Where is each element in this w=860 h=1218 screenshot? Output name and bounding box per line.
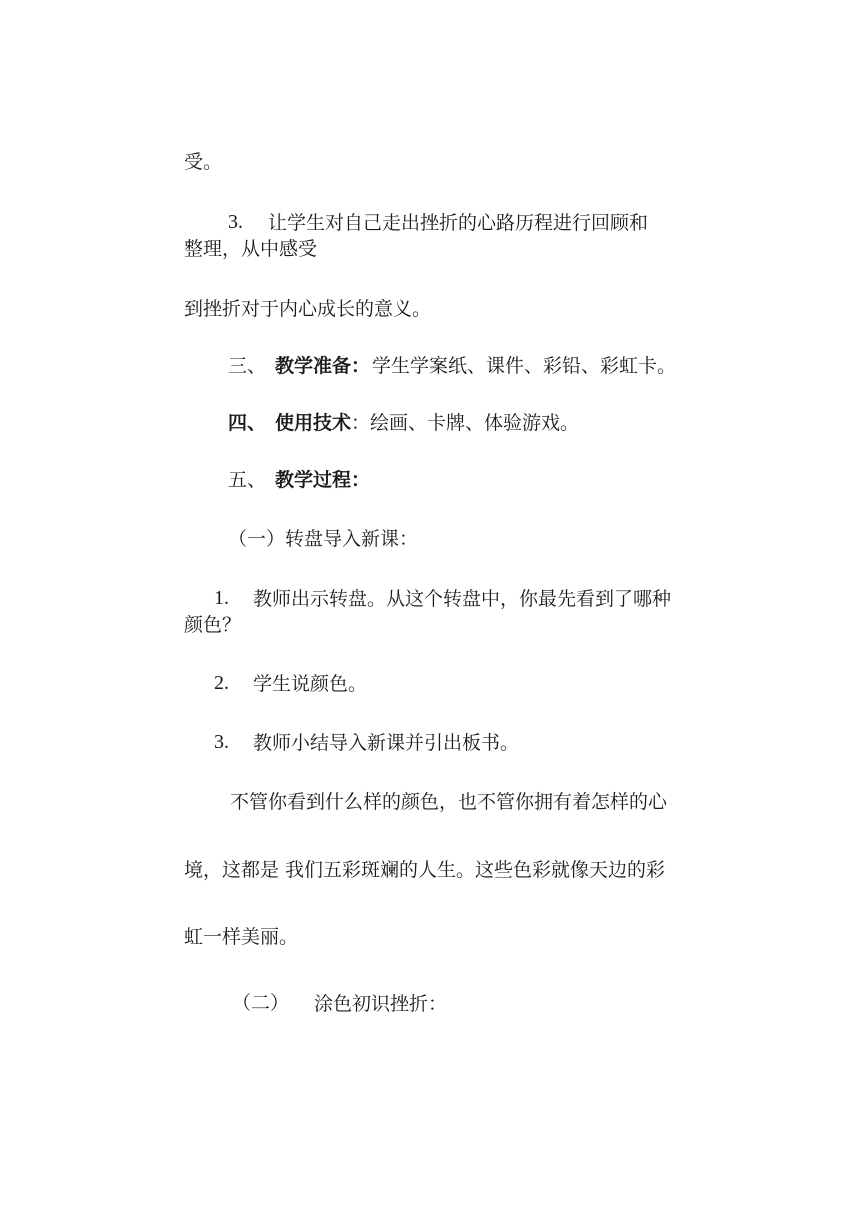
list-number: 2. xyxy=(214,672,229,694)
section-text: ：绘画、卡牌、体验游戏。 xyxy=(351,412,580,434)
paragraph-line: 不管你看到什么样的颜色，也不管你拥有着怎样的心 xyxy=(230,791,668,813)
subsection-marker: （二） xyxy=(232,992,290,1014)
section-label: 使用技术 xyxy=(275,412,352,434)
section-marker: 三、 xyxy=(228,355,267,377)
section-label: 教学准备： xyxy=(275,355,371,377)
list-item-text: 让学生对自己走出挫折的心路历程进行回顾和 xyxy=(268,212,649,234)
list-number: 1. xyxy=(214,587,229,609)
paragraph-line: 到挫折对于内心成长的意义。 xyxy=(184,298,432,320)
paragraph-line: 整理，从中感受 xyxy=(184,238,318,260)
paragraph-line: 颜色？ xyxy=(184,614,242,636)
paragraph-line: 境，这都是 我们五彩斑斓的人生。这些色彩就像天边的彩 xyxy=(184,859,666,881)
subsection-heading: （一）转盘导入新课： xyxy=(228,528,419,550)
section-text: 学生学案纸、课件、彩铅、彩虹卡。 xyxy=(372,355,677,377)
list-item-text: 教师出示转盘。从这个转盘中，你最先看到了哪种 xyxy=(253,588,672,610)
paragraph-line: 虹一样美丽。 xyxy=(184,926,299,948)
paragraph-line: 受。 xyxy=(184,151,223,173)
list-item-text: 学生说颜色。 xyxy=(253,673,368,695)
list-item-text: 教师小结导入新课并引出板书。 xyxy=(253,732,520,754)
section-marker: 五、 xyxy=(228,469,267,491)
section-marker: 四、 xyxy=(228,412,267,434)
list-number: 3. xyxy=(214,731,229,753)
subsection-heading: 涂色初识挫折： xyxy=(314,993,448,1015)
section-label: 教学过程： xyxy=(275,469,371,491)
list-number: 3. xyxy=(228,211,243,233)
